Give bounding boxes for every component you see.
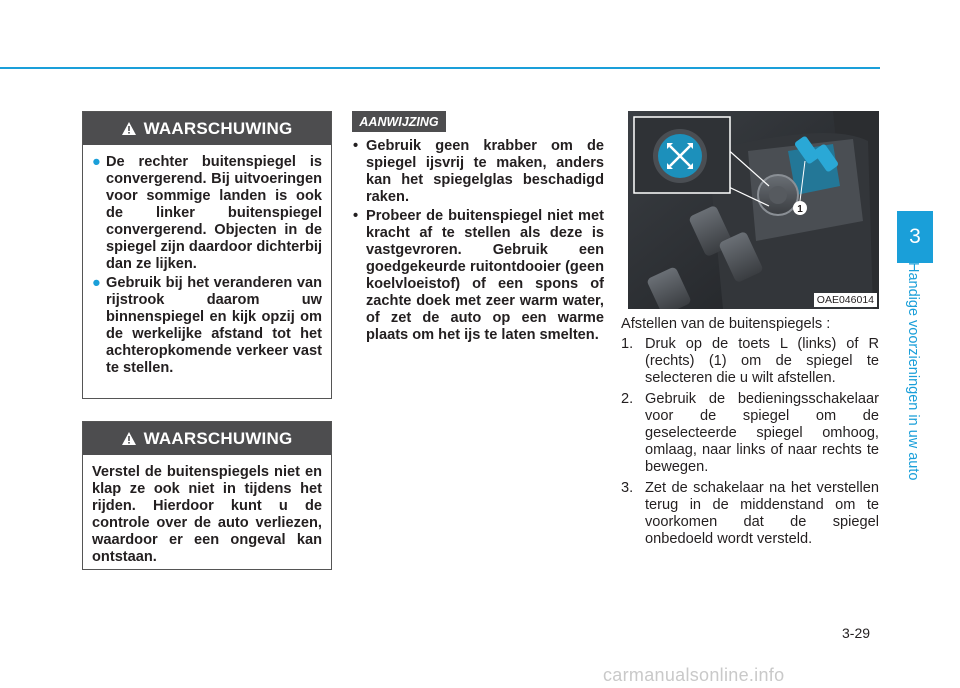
list-item: • Gebruik geen krabber om de spiegel ijsvrij te maken, anders kan het spiegelglas beschadigd raken. — [353, 138, 604, 205]
note-list — [352, 138, 604, 346]
chapter-tab: 3 — [897, 211, 933, 263]
chapter-title: Handige voorzieningen in uw auto — [905, 262, 921, 481]
warning-box-convex-mirror — [82, 111, 332, 399]
list-item: ● Gebruik bij het veranderen van rijstrook daarom uw binnenspiegel en kijk opzij om de werkelijke afstand tot het achteropkomende verkeer vast te stellen. — [92, 275, 322, 376]
warning-title: WAARSCHUWING — [143, 428, 293, 448]
callout-number: 1 — [797, 204, 803, 215]
warning-header — [83, 112, 331, 145]
warning-triangle-icon — [122, 432, 136, 445]
warning-title: WAARSCHUWING — [143, 118, 293, 138]
warning-triangle-icon — [122, 122, 136, 135]
warning-header — [83, 422, 331, 455]
bullet-icon: ● — [92, 154, 101, 170]
list-item: ● De rechter buitenspiegel is convergerend. Bij uitvoeringen voor sommige landen is ook de linker buitenspiegel convergerend. Objecten in de spiegel zijn daardoor dichterbij dan ze lijken. — [92, 154, 322, 272]
warning-text: Verstel de buitenspiegels niet en klap ze ook niet in tijdens het rijden. Hierdoor kunt u de controle over de auto verliezen, waardoor er een ongeval kan ontstaan. — [92, 464, 322, 565]
bullet-icon: ● — [92, 275, 101, 291]
note-tag: AANWIJZING — [352, 111, 446, 132]
instructions-intro: Afstellen van de buitenspiegels : — [621, 316, 831, 332]
list-item: • Probeer de buitenspiegel niet met kracht af te stellen als deze is vastgevroren. Gebruik een goedgekeurde ruitontdooier (geen koelvloeistof) of een spons of zachte doek met zeer warm water, of zet de auto op een warme plaats om het ijs te laten smelten. — [353, 208, 604, 343]
mirror-switch-photo — [628, 111, 879, 309]
figure-code: OAE046014 — [814, 293, 877, 307]
bullet-icon: • — [353, 138, 359, 154]
page-number: 3-29 — [842, 625, 871, 641]
instruction-steps — [621, 336, 879, 552]
list-item: 3. Zet de schakelaar na het verstellen terug in de middenstand om te voorkomen dat de spiegel onbedoeld wordt versteld. — [621, 480, 879, 547]
bullet-icon: • — [353, 208, 359, 224]
list-item: 1. Druk op de toets L (links) of R (rechts) (1) om de spiegel te selecteren die u wilt afstellen. — [621, 336, 879, 386]
warning-box-driving — [82, 421, 332, 570]
door-panel-illustration — [628, 111, 879, 309]
watermark: carmanualsonline.info — [603, 665, 785, 685]
header-rule — [0, 67, 880, 69]
list-item: 2. Gebruik de bedieningsschakelaar voor de spiegel om de geselecteerde spiegel omhoog, omlaag, naar links of naar rechts te bewegen. — [621, 391, 879, 475]
warning-list — [92, 154, 322, 377]
